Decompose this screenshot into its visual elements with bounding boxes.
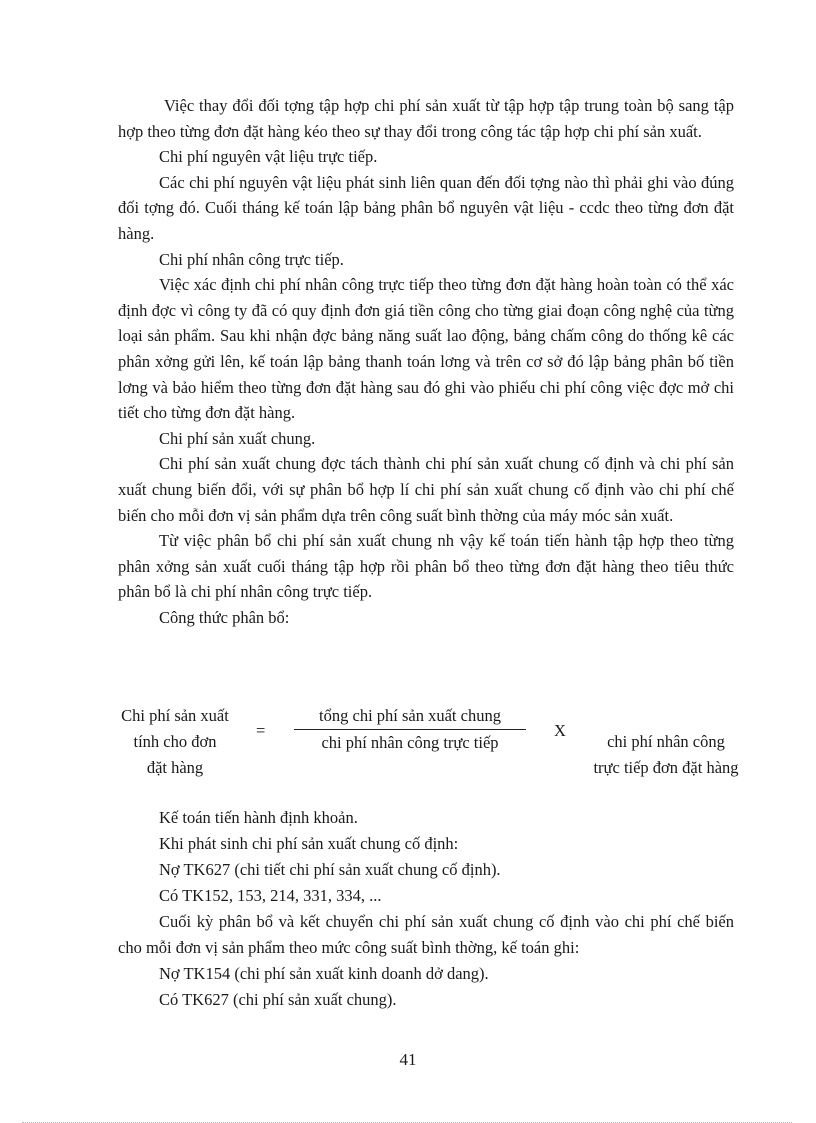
body-text-top: [118, 93, 734, 630]
heading-overhead: Chi phí sản xuất chung.: [159, 428, 316, 448]
formula-times: X: [554, 721, 566, 740]
paragraph: Chi phí sản xuất chung đợc tách thành chi phí sản xuất chung cố định và chi phí sản xuất chung biến đổi, với sự phân bổ hợp lí chi phí sản xuất chung cố định vào chi phí chế biến cho mỗi đơn vị sản phẩm dựa trên công suất bình thờng của máy móc sản xuất.: [118, 454, 734, 525]
formula-denominator: chi phí nhân công trực tiếp: [321, 733, 499, 752]
formula-rhs-line: chi phí nhân công: [607, 732, 725, 751]
formula-lhs-line: tính cho đơn: [133, 732, 217, 751]
journal-entry-debit: Nợ TK627 (chi tiết chi phí sản xuất chung cố định).: [159, 860, 501, 879]
formula-equals: =: [256, 721, 266, 740]
formula-intro: Công thức phân bổ:: [159, 607, 290, 627]
formula-lhs: [110, 703, 240, 781]
allocation-formula: [110, 703, 760, 783]
paragraph: Việc xác định chi phí nhân công trực tiếp theo từng đơn đặt hàng hoàn toàn có thể xác định đợc vì công ty đã có quy định đơn giá tiền công cho từng giai đoạn công nghệ của từng loại sản phẩm. Sau khi nhận đợc bảng năng suất lao động, bảng chấm công do thống kê các phân xởng gửi lên, kế toán lập bảng thanh toán lơng và trên cơ sở đó lập bảng phân bố tiền lơng và bảo hiểm theo từng đơn đặt hàng sau đó ghi vào phiếu chi phí công việc đợc mở chi tiết cho từng đơn đặt hàng.: [118, 275, 734, 423]
formula-rhs: [578, 729, 754, 781]
formula-rhs-line: trực tiếp đơn đặt hàng: [593, 758, 739, 777]
heading-direct-materials: Chi phí nguyên vật liệu trực tiếp.: [159, 147, 378, 167]
formula-numerator: tổng chi phí sản xuất chung: [319, 706, 501, 725]
journal-entry-credit: Có TK627 (chi phí sản xuất chung).: [159, 990, 397, 1009]
journal-entry-debit: Nợ TK154 (chi phí sản xuất kinh doanh dở dang).: [159, 964, 489, 983]
paragraph: Từ việc phân bổ chi phí sản xuất chung nh vậy kế toán tiến hành tập hợp theo từng phân xởng sản xuất cuối tháng tập hợp rồi phân bổ theo từng đơn đặt hàng theo tiêu thức phân bổ là chi phí nhân công trực tiếp.: [118, 531, 734, 602]
paragraph: Các chi phí nguyên vật liệu phát sinh liên quan đến đối tợng nào thì phải ghi vào đúng đối tợng đó. Cuối tháng kế toán lập bảng phân bổ nguyên vật liệu - ccdc theo từng đơn đặt hàng.: [118, 172, 734, 243]
paragraph: Kế toán tiến hành định khoản.: [159, 808, 358, 827]
body-text-bottom: [118, 805, 734, 1013]
journal-entry-credit: Có TK152, 153, 214, 331, 334, ...: [159, 886, 382, 905]
paragraph: Cuối kỳ phân bổ và kết chuyển chi phí sản xuất chung cố định vào chi phí chế biến cho mỗi đơn vị sản phẩm theo mức công suất bình thờng, kế toán ghi:: [118, 912, 734, 957]
formula-lhs-line: Chi phí sản xuất: [121, 706, 229, 725]
formula-fraction: [290, 703, 530, 756]
formula-lhs-line: đặt hàng: [146, 758, 204, 777]
page-number: 41: [399, 1050, 417, 1069]
heading-direct-labor: Chi phí nhân công trực tiếp.: [159, 249, 344, 269]
paragraph: Việc thay đổi đối tợng tập hợp chi phí sản xuất từ tập hợp tập trung toàn bộ sang tập hợp theo từng đơn đặt hàng kéo theo sự thay đổi trong công tác tập hợp chi phí sản xuất.: [118, 96, 734, 141]
paragraph: Khi phát sinh chi phí sản xuất chung cố định:: [159, 834, 459, 853]
